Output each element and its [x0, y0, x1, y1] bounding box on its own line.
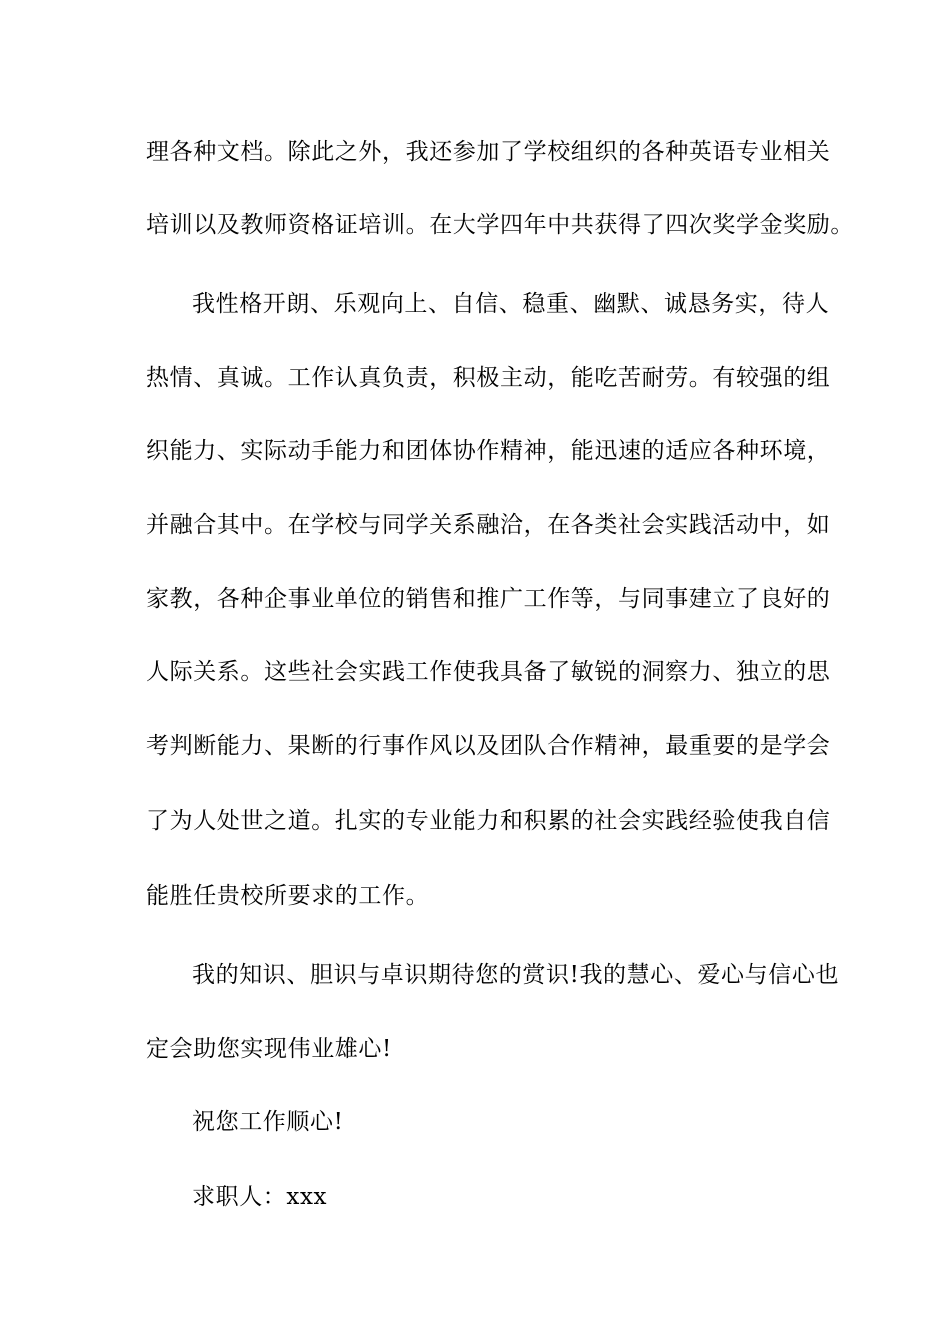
closing-line: 祝您工作顺心! — [192, 1109, 344, 1135]
paragraph-line: 我性格开朗、乐观向上、自信、稳重、幽默、诚恳务实，待人 — [192, 291, 830, 317]
paragraph-line: 定会助您实现伟业雄心! — [146, 1036, 392, 1062]
paragraph-line: 人际关系。这些社会实践工作使我具备了敏锐的洞察力、独立的思 — [146, 659, 831, 685]
paragraph-line: 我的知识、胆识与卓识期待您的赏识!我的慧心、爱心与信心也 — [192, 962, 840, 988]
paragraph-line: 能胜任贵校所要求的工作。 — [146, 883, 430, 909]
paragraph-line: 培训以及教师资格证培训。在大学四年中共获得了四次奖学金奖励。 — [146, 212, 854, 238]
paragraph-line: 家教，各种企事业单位的销售和推广工作等，与同事建立了良好的 — [146, 586, 831, 612]
paragraph-line: 热情、真诚。工作认真负责，积极主动，能吃苦耐劳。有较强的组 — [146, 365, 831, 391]
paragraph-line: 了为人处世之道。扎实的专业能力和积累的社会实践经验使我自信 — [146, 808, 831, 834]
paragraph-line: 并融合其中。在学校与同学关系融洽，在各类社会实践活动中，如 — [146, 512, 831, 538]
paragraph-line: 织能力、实际动手能力和团体协作精神，能迅速的适应各种环境， — [146, 438, 831, 464]
paragraph-line: 理各种文档。除此之外，我还参加了学校组织的各种英语专业相关 — [146, 139, 831, 165]
signature-line: 求职人：xxx — [192, 1184, 328, 1210]
paragraph-line: 考判断能力、果断的行事作风以及团队合作精神，最重要的是学会 — [146, 733, 831, 759]
